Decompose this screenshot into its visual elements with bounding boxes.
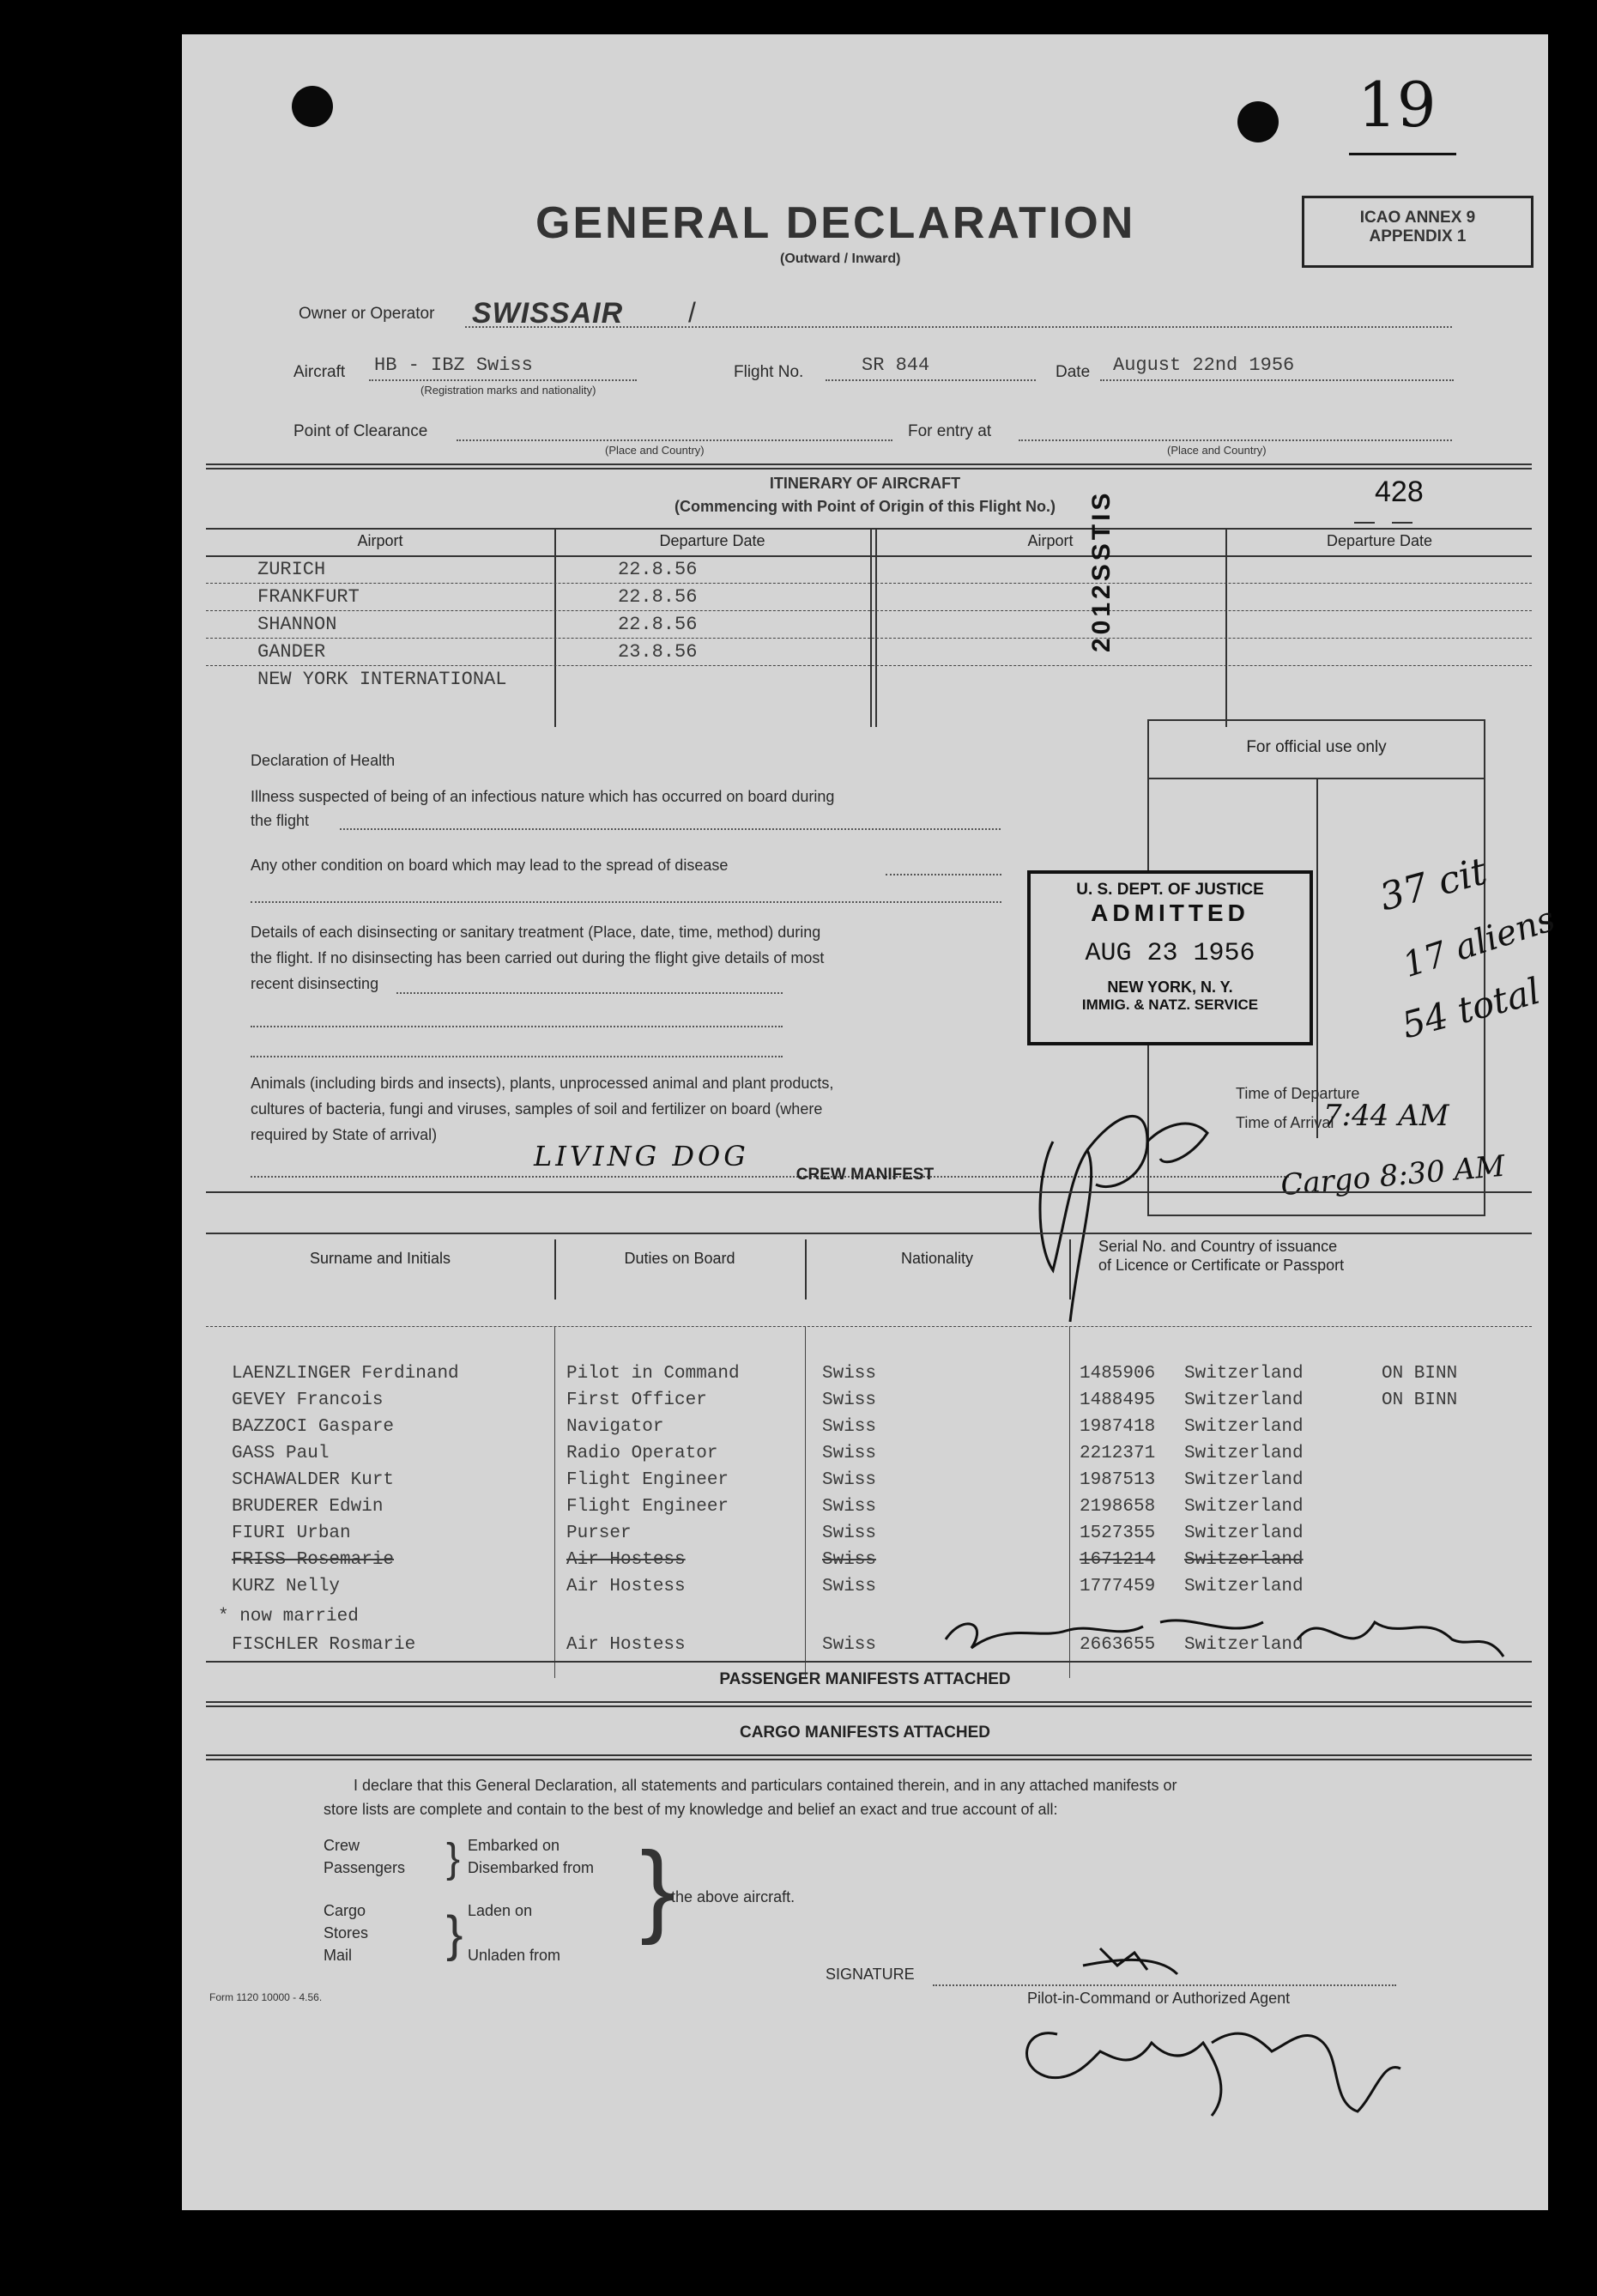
crew-row — [206, 1362, 1532, 1389]
crew-name: FIURI Urban — [232, 1524, 351, 1543]
crew-row — [206, 1469, 1532, 1495]
crew-country: Switzerland — [1184, 1390, 1304, 1410]
column-rule — [875, 530, 877, 727]
health-illness-text: the flight — [251, 812, 310, 829]
crew-country: Switzerland — [1184, 1470, 1304, 1490]
pilot-signature — [997, 1931, 1443, 2129]
health-line — [251, 1026, 783, 1027]
owner-line — [465, 326, 1452, 328]
crew-header-serial: of Licence or Certificate or Passport — [1098, 1257, 1345, 1274]
crew-name: FISCHLER Rosmarie — [232, 1635, 416, 1655]
column-rule — [554, 1239, 556, 1299]
health-disinsect-text: the flight. If no disinsecting has been carried out during the flight give details of most — [251, 949, 825, 966]
flight-label: Flight No. — [734, 363, 804, 381]
operator-logo: SWISSAIR — [472, 297, 624, 330]
crew-name: LAENZLINGER Ferdinand — [232, 1364, 459, 1384]
itinerary-airport: ZURICH — [257, 559, 326, 580]
stamp-line: ADMITTED — [1091, 900, 1249, 926]
declaration-text: store lists are complete and contain to the best of my knowledge and belief an exact and true account of all: — [324, 1801, 1058, 1818]
crew-nationality: Swiss — [822, 1577, 877, 1596]
icao-line1: ICAO ANNEX 9 — [1359, 209, 1476, 227]
itinerary-subtitle: (Commencing with Point of Origin of this Flight No.) — [674, 498, 1056, 515]
date-value: August 22nd 1956 — [1113, 354, 1295, 376]
entry-label: For entry at — [908, 422, 992, 440]
crew-country: Switzerland — [1184, 1417, 1304, 1437]
entry-note: (Place and Country) — [1167, 444, 1267, 457]
crew-serial: 2663655 — [1080, 1635, 1156, 1655]
health-line — [251, 1056, 783, 1057]
declaration-form — [182, 34, 1560, 2210]
date-label: Date — [1056, 363, 1091, 381]
divider — [206, 1759, 1532, 1760]
crew-country: Switzerland — [1184, 1444, 1304, 1463]
health-disinsect-text: recent disinsecting — [251, 975, 379, 992]
health-line — [340, 828, 1001, 830]
page-number: 19 — [1358, 69, 1437, 141]
icao-box — [1302, 196, 1533, 268]
departure-time-label: Time of Departure — [1236, 1085, 1360, 1102]
passenger-manifest-label: PASSENGER MANIFESTS ATTACHED — [719, 1670, 1011, 1688]
health-animals-text: cultures of bacteria, fungi and viruses, samples of soil and fertilizer on board (where — [251, 1100, 823, 1118]
itinerary-dash — [1392, 522, 1412, 524]
crew-duty: Flight Engineer — [566, 1497, 729, 1517]
crew-name: SCHAWALDER Kurt — [232, 1470, 395, 1490]
crew-country: Switzerland — [1184, 1577, 1304, 1596]
brace: } — [446, 1836, 461, 1881]
health-disinsect-text: Details of each disinsecting or sanitary treatment (Place, date, time, method) during — [251, 924, 821, 941]
crew-duty: Radio Operator — [566, 1444, 718, 1463]
itinerary-header-airport: Airport — [1027, 532, 1074, 549]
itinerary-airport: NEW YORK INTERNATIONAL — [257, 669, 507, 690]
health-animals-text: required by State of arrival) — [251, 1126, 438, 1143]
row-rule — [206, 583, 1532, 584]
crew-nationality: Swiss — [822, 1497, 877, 1517]
crew-name: GEVEY Francois — [232, 1390, 384, 1410]
itinerary-title: ITINERARY OF AIRCRAFT — [769, 475, 961, 492]
option-laden: Laden on — [468, 1902, 533, 1919]
crew-duty: Navigator — [566, 1417, 664, 1437]
divider — [206, 1705, 1532, 1707]
crew-serial: 2198658 — [1080, 1497, 1156, 1517]
flight-line — [826, 379, 1036, 381]
option-stores: Stores — [324, 1924, 369, 1942]
option-unladen: Unladen from — [468, 1947, 561, 1964]
option-passengers: Passengers — [324, 1859, 406, 1876]
crew-country: Switzerland — [1184, 1524, 1304, 1543]
crew-row — [206, 1522, 1532, 1548]
row-rule — [206, 1326, 1532, 1327]
punch-hole — [292, 86, 333, 127]
crew-title: CREW MANIFEST — [795, 1166, 935, 1184]
row-rule — [206, 665, 1532, 666]
married-note: * now married — [218, 1607, 359, 1627]
crew-row — [206, 1415, 1532, 1442]
stamp-line: NEW YORK, N. Y. — [1107, 978, 1233, 996]
brace: } — [446, 1906, 463, 1962]
signer-title: Pilot-in-Command or Authorized Agent — [1027, 1990, 1291, 2007]
icao-line2: APPENDIX 1 — [1369, 227, 1467, 245]
crew-nationality: Swiss — [822, 1364, 877, 1384]
column-rule — [554, 530, 556, 727]
official-title: For official use only — [1246, 738, 1387, 756]
crew-header-duty: Duties on Board — [624, 1250, 735, 1267]
crew-duty: Air Hostess — [566, 1550, 686, 1570]
vertical-stamp: 2012SSTIS — [1087, 489, 1116, 652]
crew-serial: 1488495 — [1080, 1390, 1156, 1410]
flight-value: SR 844 — [862, 354, 930, 376]
option-mail: Mail — [324, 1947, 353, 1964]
signature-label: SIGNATURE — [826, 1966, 915, 1983]
crew-serial: 1671214 — [1080, 1550, 1156, 1570]
crew-name: KURZ Nelly — [232, 1577, 341, 1596]
itinerary-date: 22.8.56 — [618, 559, 698, 580]
crew-nationality: Swiss — [822, 1444, 877, 1463]
declaration-text: I declare that this General Declaration, all statements and particulars contained therein, and in any attached manifests or — [354, 1777, 1177, 1794]
divider — [206, 1701, 1532, 1703]
divider — [206, 463, 1532, 465]
handwritten-cargo-time: Cargo 8:30 AM — [1279, 1148, 1507, 1203]
option-disembarked: Disembarked from — [468, 1859, 595, 1876]
crew-country: Switzerland — [1184, 1364, 1304, 1384]
crew-country: Switzerland — [1184, 1550, 1304, 1570]
crew-duty: Air Hostess — [566, 1635, 686, 1655]
handwritten-count: 54 total — [1397, 969, 1545, 1047]
health-illness-text: Illness suspected of being of an infectious nature which has occurred on board during — [251, 788, 835, 805]
crew-country: Switzerland — [1184, 1497, 1304, 1517]
itinerary-dash — [1354, 522, 1375, 524]
crew-header — [206, 1212, 1532, 1306]
crew-note: ON BINN — [1382, 1364, 1458, 1384]
crew-serial: 2212371 — [1080, 1444, 1156, 1463]
itinerary-date: 22.8.56 — [618, 586, 698, 608]
health-line — [396, 992, 783, 994]
clearance-note: (Place and Country) — [605, 444, 705, 457]
column-rule — [870, 530, 872, 727]
crew-name: FRISS Rosemarie — [232, 1550, 395, 1570]
cargo-manifest-label: CARGO MANIFESTS ATTACHED — [739, 1724, 991, 1742]
crew-country: Switzerland — [1184, 1635, 1304, 1655]
crew-serial: 1485906 — [1080, 1364, 1156, 1384]
crew-duty: Pilot in Command — [566, 1364, 740, 1384]
date-line — [1100, 379, 1454, 381]
clearance-label: Point of Clearance — [293, 422, 428, 440]
page-number-underline — [1349, 153, 1456, 155]
page-title: GENERAL DECLARATION — [535, 198, 1136, 248]
entry-line — [1019, 439, 1452, 441]
crew-name: BAZZOCI Gaspare — [232, 1417, 395, 1437]
health-heading: Declaration of Health — [251, 752, 396, 769]
owner-slash: / — [688, 297, 696, 328]
health-line — [251, 901, 1001, 903]
column-rule — [1225, 530, 1227, 727]
arrival-time-label: Time of Arrival — [1236, 1114, 1334, 1131]
column-rule — [1069, 1239, 1071, 1299]
row-rule — [206, 555, 1532, 557]
crew-serial: 1527355 — [1080, 1524, 1156, 1543]
brace: } — [640, 1831, 675, 1946]
crew-nationality: Swiss — [822, 1390, 877, 1410]
health-line — [886, 874, 1001, 875]
handwritten-count: 37 cit — [1375, 849, 1491, 920]
stamp-line: IMMIG. & NATZ. SERVICE — [1081, 997, 1259, 1013]
divider — [206, 1754, 1532, 1756]
handwritten-count: 17 aliens — [1398, 899, 1560, 986]
aircraft-note: (Registration marks and nationality) — [420, 384, 596, 397]
crew-header-nationality: Nationality — [900, 1250, 974, 1267]
crew-nationality: Swiss — [822, 1550, 877, 1570]
option-crew: Crew — [324, 1837, 360, 1854]
stamp-date: AUG 23 1956 — [1085, 939, 1255, 968]
itinerary-table — [206, 530, 1532, 727]
punch-hole — [1237, 101, 1279, 142]
aircraft-line — [369, 379, 637, 381]
itinerary-date: 23.8.56 — [618, 641, 698, 663]
stamp-line: U. S. DEPT. OF JUSTICE — [1076, 881, 1264, 899]
option-cargo: Cargo — [324, 1902, 366, 1919]
animals-value: LIVING DOG — [534, 1140, 749, 1172]
itinerary-airport: GANDER — [257, 641, 326, 663]
crew-name: BRUDERER Edwin — [232, 1497, 384, 1517]
page-subtitle: (Outward / Inward) — [780, 251, 901, 266]
itinerary-airport: SHANNON — [257, 614, 337, 635]
itinerary-header-date: Departure Date — [1326, 532, 1433, 549]
divider — [206, 468, 1532, 469]
crew-name: GASS Paul — [232, 1444, 330, 1463]
crew-nationality: Swiss — [822, 1470, 877, 1490]
itinerary-airport: FRANKFURT — [257, 586, 360, 608]
aircraft-value: HB - IBZ Swiss — [374, 354, 533, 376]
crew-duty: First Officer — [566, 1390, 707, 1410]
crew-duty: Flight Engineer — [566, 1470, 729, 1490]
crew-row — [206, 1548, 1532, 1575]
crew-note: ON BINN — [1382, 1390, 1458, 1410]
crew-row — [206, 1495, 1532, 1522]
itinerary-date: 22.8.56 — [618, 614, 698, 635]
crew-row — [206, 1442, 1532, 1469]
row-rule — [206, 610, 1532, 611]
form-number: Form 1120 10000 - 4.56. — [209, 1991, 323, 2003]
aircraft-label: Aircraft — [293, 363, 346, 381]
itinerary-header-date: Departure Date — [659, 532, 765, 549]
crew-serial: 1777459 — [1080, 1577, 1156, 1596]
crew-serial: 1987513 — [1080, 1470, 1156, 1490]
crew-duty: Air Hostess — [566, 1577, 686, 1596]
health-other-text: Any other condition on board which may lead to the spread of disease — [251, 857, 729, 874]
option-embarked: Embarked on — [468, 1837, 560, 1854]
box-rule — [1316, 778, 1318, 1138]
crew-nationality: Swiss — [822, 1524, 877, 1543]
arrival-time-value: 7:44 AM — [1323, 1099, 1449, 1133]
crew-serial: 1987418 — [1080, 1417, 1156, 1437]
column-rule — [805, 1239, 807, 1299]
owner-label: Owner or Operator — [299, 305, 435, 323]
admitted-stamp — [1027, 870, 1313, 1045]
crew-header-name: Surname and Initials — [309, 1250, 451, 1267]
above-aircraft-text: the above aircraft. — [671, 1888, 795, 1905]
crew-row — [206, 1389, 1532, 1415]
health-animals-text: Animals (including birds and insects), plants, unprocessed animal and plant products, — [251, 1075, 834, 1092]
clearance-line — [457, 439, 892, 441]
crew-header-serial: Serial No. and Country of issuance — [1098, 1238, 1338, 1255]
crew-addition-signature — [937, 1588, 1521, 1682]
crew-duty: Purser — [566, 1524, 632, 1543]
itinerary-number: 428 — [1375, 476, 1424, 508]
divider — [206, 1191, 1532, 1193]
row-rule — [206, 638, 1532, 639]
itinerary-header-airport: Airport — [357, 532, 403, 549]
crew-nationality: Swiss — [822, 1635, 877, 1655]
crew-nationality: Swiss — [822, 1417, 877, 1437]
